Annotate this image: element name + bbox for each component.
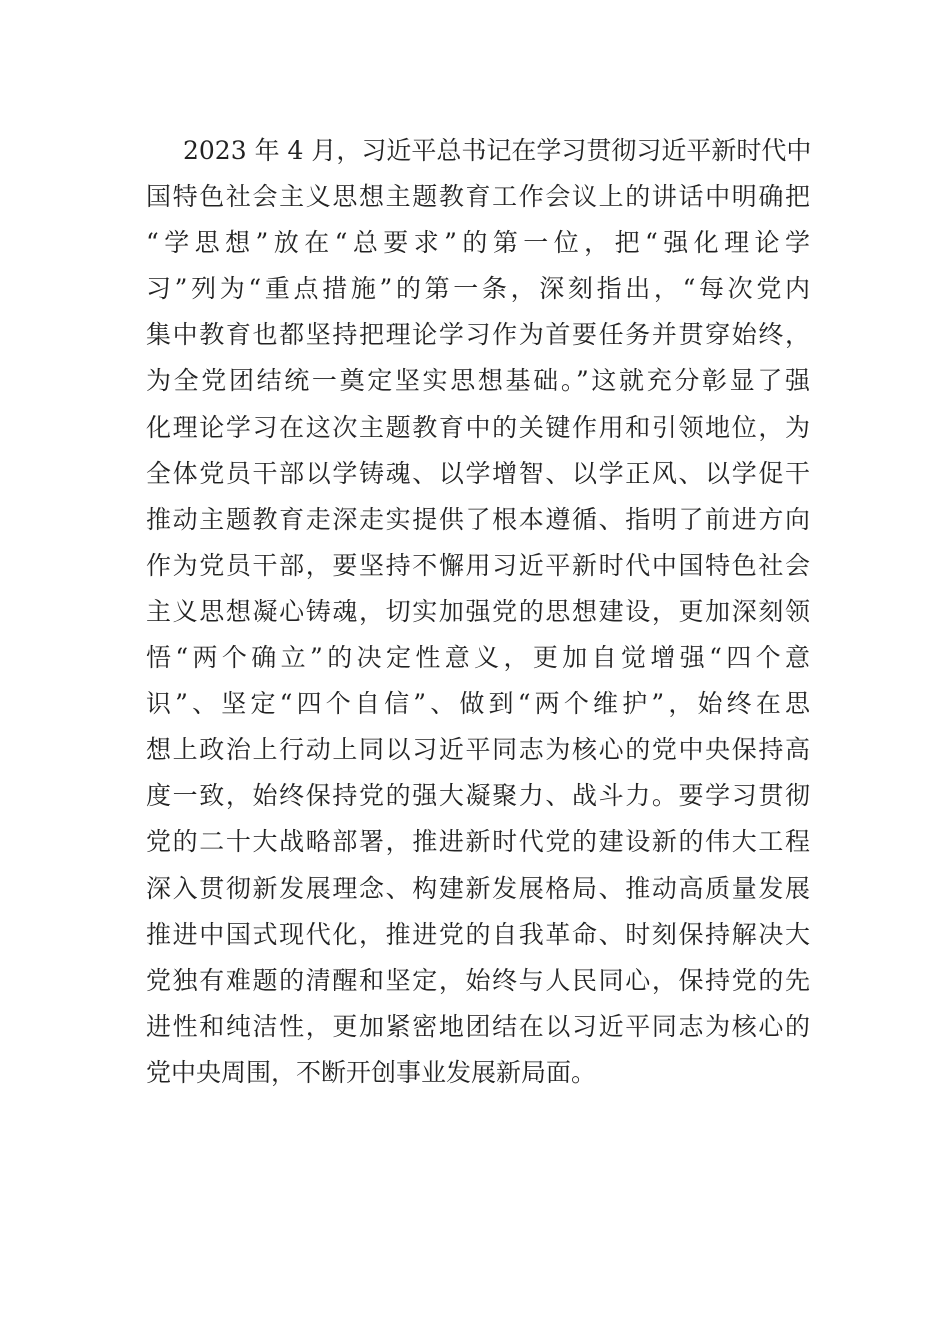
paragraph-line: 党独有难题的清醒和坚定，始终与人民同心，保持党的先 [146, 965, 810, 995]
paragraph-line: 主义思想凝心铸魂，切实加强党的思想建设，更加深刻领 [146, 596, 810, 626]
paragraph-line: 识”、坚定“四个自信”、做到“两个维护”，始终在思 [146, 689, 810, 719]
paragraph-line: 想上政治上行动上同以习近平同志为核心的党中央保持高 [146, 735, 810, 765]
paragraph-line: 度一致，始终保持党的强大凝聚力、战斗力。要学习贯彻 [146, 781, 810, 811]
paragraph-line: 深入贯彻新发展理念、构建新发展格局、推动高质量发展 [146, 873, 810, 903]
paragraph-line: 化理论学习在这次主题教育中的关键作用和引领地位，为 [146, 412, 810, 442]
paragraph-line: 推进中国式现代化，推进党的自我革命、时刻保持解决大 [146, 919, 810, 949]
paragraph-line: 党中央周围，不断开创事业发展新局面。 [146, 1057, 597, 1087]
paragraph-line: 集中教育也都坚持把理论学习作为首要任务并贯穿始终， [146, 320, 810, 350]
paragraph-line: 全体党员干部以学铸魂、以学增智、以学正风、以学促干 [146, 458, 810, 488]
paragraph-line: 为全党团结统一奠定坚实思想基础。”这就充分彰显了强 [146, 366, 810, 396]
paragraph-line: 国特色社会主义思想主题教育工作会议上的讲话中明确把 [146, 182, 810, 212]
paragraph-line: 习”列为“重点措施”的第一条，深刻指出，“每次党内 [146, 274, 810, 304]
paragraph-line: 推动主题教育走深走实提供了根本遵循、指明了前进方向 [146, 504, 810, 534]
paragraph-line: 作为党员干部，要坚持不懈用习近平新时代中国特色社会 [146, 550, 810, 580]
paragraph-line: 2023 年 4 月，习近平总书记在学习贯彻习近平新时代中 [183, 136, 812, 165]
body-paragraph [146, 128, 810, 1096]
paragraph-line: 党的二十大战略部署，推进新时代党的建设新的伟大工程 [146, 827, 810, 857]
paragraph-line: 悟“两个确立”的决定性意义，更加自觉增强“四个意 [146, 643, 810, 673]
paragraph-line: 进性和纯洁性，更加紧密地团结在以习近平同志为核心的 [146, 1011, 810, 1041]
paragraph-line: “学思想”放在“总要求”的第一位，把“强化理论学 [146, 228, 810, 258]
